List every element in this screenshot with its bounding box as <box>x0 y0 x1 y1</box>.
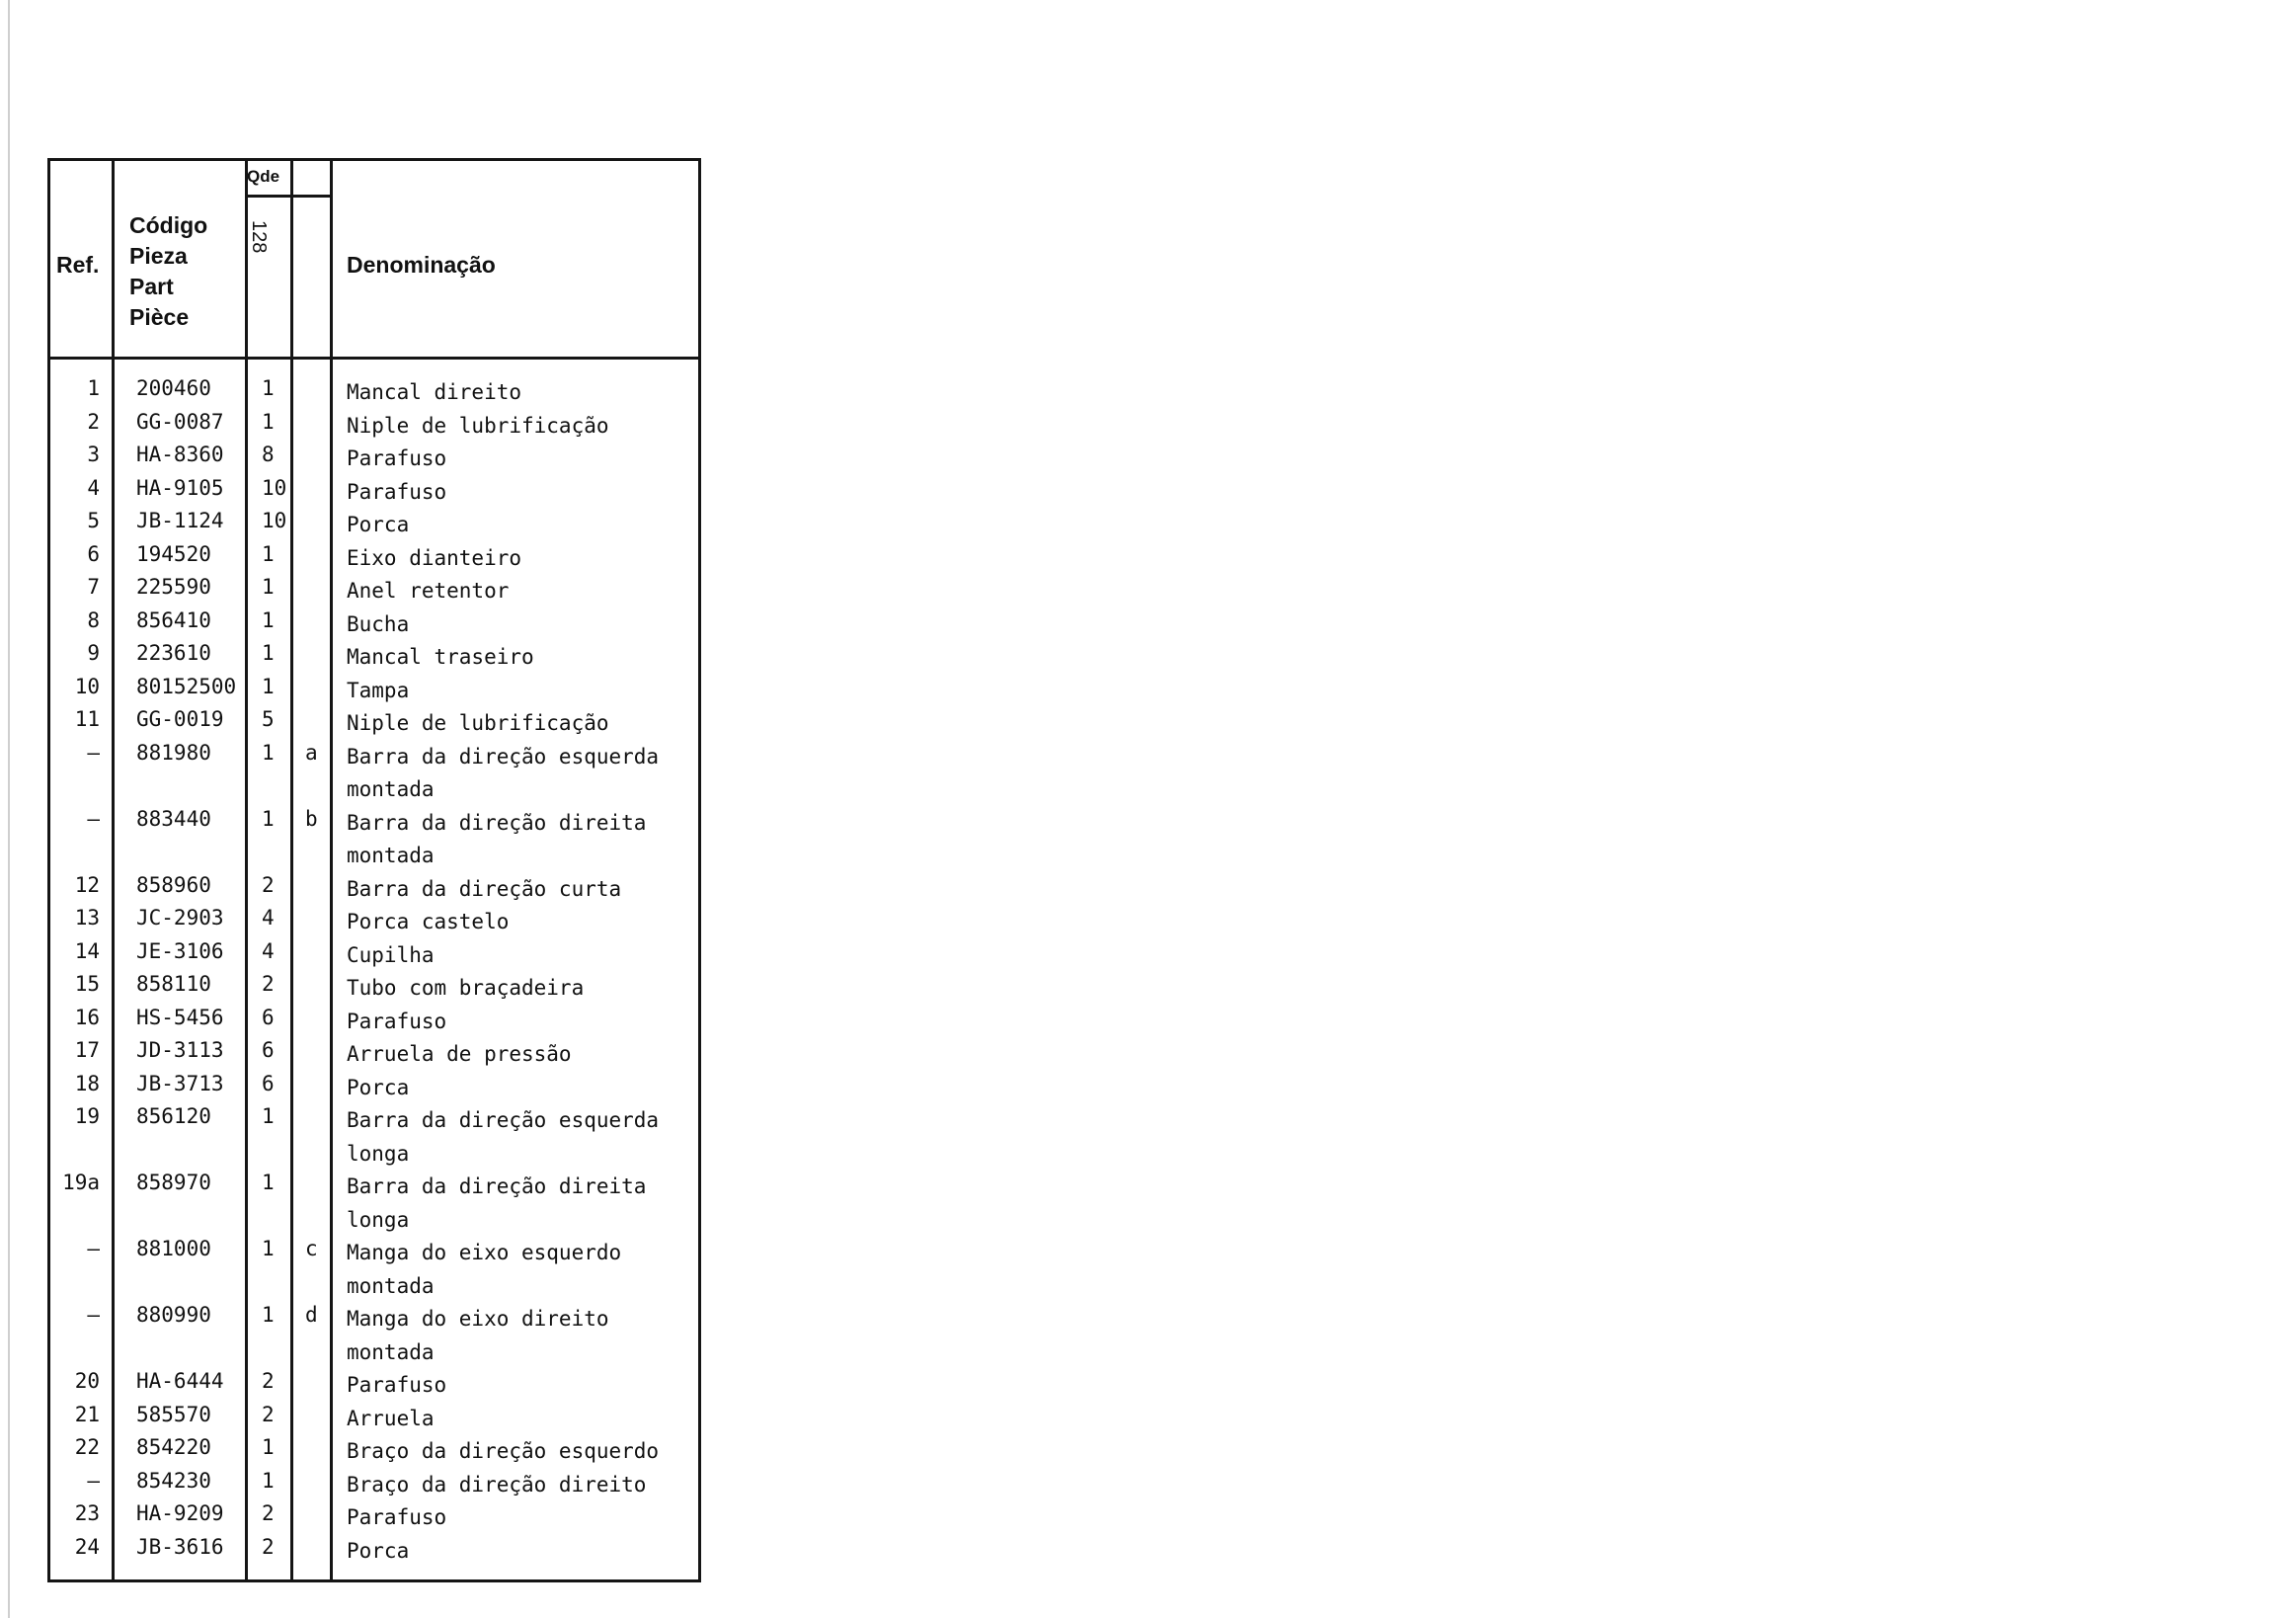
table-row <box>50 807 698 873</box>
cell-code: GG-0019 <box>136 707 224 731</box>
cell-description: Arruela <box>347 1406 435 1430</box>
cell-ref: – <box>87 1468 100 1493</box>
cell-qty: 6 <box>262 1038 275 1062</box>
cell-qty: 2 <box>262 1402 275 1426</box>
cell-code: 223610 <box>136 641 211 665</box>
cell-description: Manga do eixo esquerdo montada <box>347 1241 622 1298</box>
table-row <box>50 1237 698 1303</box>
qty-header-divider <box>245 195 333 198</box>
cell-code: GG-0087 <box>136 409 224 434</box>
table-row <box>50 608 698 642</box>
cell-code: JE-3106 <box>136 938 224 963</box>
cell-code: JC-2903 <box>136 906 224 930</box>
cell-code: 854220 <box>136 1435 211 1459</box>
header-ref: Ref. <box>56 252 100 278</box>
cell-description: Parafuso <box>347 446 447 470</box>
cell-ref: 4 <box>87 475 100 500</box>
cell-description: Niple de lubrificação <box>347 413 609 438</box>
cell-ref: 19a <box>62 1171 100 1194</box>
scan-edge-line <box>8 0 10 1618</box>
cell-qty: 2 <box>262 972 275 996</box>
table-row <box>50 1006 698 1039</box>
cell-qty: 2 <box>262 1501 275 1525</box>
table-row <box>50 1535 698 1569</box>
cell-ref: 18 <box>74 1071 100 1095</box>
cell-code: 200460 <box>136 376 211 400</box>
cell-qty: 1 <box>262 1237 275 1260</box>
cell-qty: 4 <box>262 906 275 930</box>
cell-code: 858110 <box>136 972 211 996</box>
header-description: Denominação <box>347 252 496 278</box>
cell-ref: 15 <box>74 972 100 996</box>
cell-qty: 8 <box>262 443 275 466</box>
cell-code: 80152500 <box>136 674 237 698</box>
cell-description: Braço da direção esquerdo <box>347 1439 660 1463</box>
cell-ref: 20 <box>74 1369 100 1393</box>
cell-description: Barra da direção esquerda longa <box>347 1108 660 1166</box>
cell-code: 881000 <box>136 1237 211 1260</box>
cell-qty: 1 <box>262 541 275 566</box>
cell-description: Parafuso <box>347 1373 447 1397</box>
cell-qty: 1 <box>262 674 275 698</box>
table-row <box>50 476 698 510</box>
cell-ref: 8 <box>87 607 100 632</box>
cell-code: JB-1124 <box>136 509 224 532</box>
table-body <box>50 376 698 1568</box>
header-code-line: Pieza <box>129 243 188 269</box>
cell-qty: 1 <box>262 607 275 632</box>
cell-ref: 9 <box>87 641 100 665</box>
cell-ref: 14 <box>74 938 100 963</box>
cell-qty: 1 <box>262 806 275 831</box>
cell-code: HA-8360 <box>136 443 224 466</box>
header-qty-group: Qde <box>247 167 280 186</box>
table-row <box>50 575 698 608</box>
cell-ref: – <box>87 806 100 831</box>
cell-qty: 1 <box>262 376 275 400</box>
cell-qty: 1 <box>262 740 275 765</box>
cell-qty: 1 <box>262 1303 275 1327</box>
cell-code: 880990 <box>136 1303 211 1327</box>
cell-ref: 16 <box>74 1005 100 1029</box>
table-row <box>50 1104 698 1171</box>
cell-code: 881980 <box>136 740 211 765</box>
table-row <box>50 1369 698 1403</box>
table-row <box>50 906 698 939</box>
cell-note: d <box>305 1303 318 1327</box>
cell-description: Arruela de pressão <box>347 1042 572 1066</box>
table-row <box>50 410 698 444</box>
cell-description: Barra da direção direita montada <box>347 810 647 867</box>
cell-description: Anel retentor <box>347 579 510 603</box>
cell-ref: 23 <box>74 1501 100 1525</box>
table-row <box>50 443 698 476</box>
cell-code: 858970 <box>136 1171 211 1194</box>
cell-ref: 1 <box>87 376 100 400</box>
parts-table <box>47 158 701 1582</box>
cell-code: 194520 <box>136 541 211 566</box>
header-code-line: Código <box>129 212 208 238</box>
cell-ref: 11 <box>74 707 100 731</box>
cell-description: Bucha <box>347 611 410 636</box>
cell-ref: – <box>87 1303 100 1327</box>
table-row <box>50 1469 698 1502</box>
cell-ref: 17 <box>74 1038 100 1062</box>
cell-qty: 10 <box>262 509 287 532</box>
table-row <box>50 1435 698 1469</box>
header-model: 128 <box>248 220 270 254</box>
cell-description: Cupilha <box>347 942 435 967</box>
cell-code: JB-3713 <box>136 1071 224 1095</box>
cell-code: 858960 <box>136 872 211 897</box>
cell-qty: 2 <box>262 872 275 897</box>
cell-ref: 2 <box>87 409 100 434</box>
cell-code: 854230 <box>136 1468 211 1493</box>
cell-code: 856120 <box>136 1104 211 1128</box>
cell-qty: 2 <box>262 1369 275 1393</box>
table-row <box>50 1171 698 1237</box>
cell-description: Barra da direção esquerda montada <box>347 744 660 801</box>
cell-code: JD-3113 <box>136 1038 224 1062</box>
cell-code: 585570 <box>136 1402 211 1426</box>
header-code <box>129 210 207 333</box>
cell-qty: 10 <box>262 475 287 500</box>
header-divider <box>50 357 698 360</box>
header-code-line: Pièce <box>129 304 190 330</box>
cell-description: Mancal traseiro <box>347 645 534 669</box>
table-row <box>50 873 698 907</box>
table-row <box>50 376 698 410</box>
cell-qty: 5 <box>262 707 275 731</box>
cell-description: Porca <box>347 1538 410 1563</box>
cell-description: Niple de lubrificação <box>347 711 609 735</box>
cell-qty: 6 <box>262 1005 275 1029</box>
cell-code: JB-3616 <box>136 1534 224 1559</box>
cell-description: Porca castelo <box>347 910 510 933</box>
cell-ref: 7 <box>87 575 100 599</box>
cell-ref: 3 <box>87 443 100 466</box>
cell-ref: 19 <box>74 1104 100 1128</box>
cell-qty: 6 <box>262 1071 275 1095</box>
table-row <box>50 675 698 708</box>
table-row <box>50 509 698 542</box>
cell-description: Porca <box>347 1075 410 1099</box>
cell-description: Manga do eixo direito montada <box>347 1307 609 1364</box>
table-row <box>50 741 698 807</box>
cell-ref: 24 <box>74 1534 100 1559</box>
table-row <box>50 1303 698 1369</box>
table-row <box>50 542 698 576</box>
cell-note: b <box>305 806 318 831</box>
cell-ref: – <box>87 1237 100 1260</box>
cell-note: c <box>305 1237 318 1260</box>
cell-code: HS-5456 <box>136 1005 224 1029</box>
cell-qty: 4 <box>262 938 275 963</box>
cell-qty: 1 <box>262 409 275 434</box>
cell-code: HA-9209 <box>136 1501 224 1525</box>
cell-ref: 12 <box>74 872 100 897</box>
cell-code: 856410 <box>136 607 211 632</box>
cell-description: Eixo dianteiro <box>347 545 522 570</box>
table-row <box>50 707 698 741</box>
cell-code: 225590 <box>136 575 211 599</box>
cell-note: a <box>305 740 318 765</box>
cell-description: Barra da direção direita longa <box>347 1174 647 1232</box>
cell-ref: 22 <box>74 1435 100 1459</box>
table-row <box>50 1072 698 1105</box>
cell-qty: 1 <box>262 575 275 599</box>
cell-qty: 2 <box>262 1534 275 1559</box>
cell-description: Tampa <box>347 678 410 702</box>
table-row <box>50 1038 698 1072</box>
cell-ref: 13 <box>74 906 100 930</box>
cell-ref: 6 <box>87 541 100 566</box>
cell-description: Barra da direção curta <box>347 876 622 901</box>
cell-qty: 1 <box>262 1435 275 1459</box>
cell-code: HA-9105 <box>136 475 224 500</box>
cell-description: Tubo com braçadeira <box>347 976 585 1000</box>
table-row <box>50 972 698 1006</box>
cell-ref: 5 <box>87 509 100 532</box>
cell-description: Porca <box>347 513 410 536</box>
cell-qty: 1 <box>262 641 275 665</box>
table-row <box>50 641 698 675</box>
cell-qty: 1 <box>262 1468 275 1493</box>
cell-description: Braço da direção direito <box>347 1472 647 1497</box>
cell-qty: 1 <box>262 1171 275 1194</box>
cell-description: Parafuso <box>347 479 447 504</box>
header-code-line: Part <box>129 274 174 299</box>
cell-ref: 10 <box>74 674 100 698</box>
cell-ref: 21 <box>74 1402 100 1426</box>
cell-ref: – <box>87 740 100 765</box>
cell-code: 883440 <box>136 806 211 831</box>
cell-code: HA-6444 <box>136 1369 224 1393</box>
cell-description: Parafuso <box>347 1505 447 1529</box>
table-row <box>50 1403 698 1436</box>
cell-description: Mancal direito <box>347 380 522 404</box>
table-row <box>50 1501 698 1535</box>
cell-description: Parafuso <box>347 1009 447 1033</box>
table-row <box>50 939 698 973</box>
cell-qty: 1 <box>262 1104 275 1128</box>
